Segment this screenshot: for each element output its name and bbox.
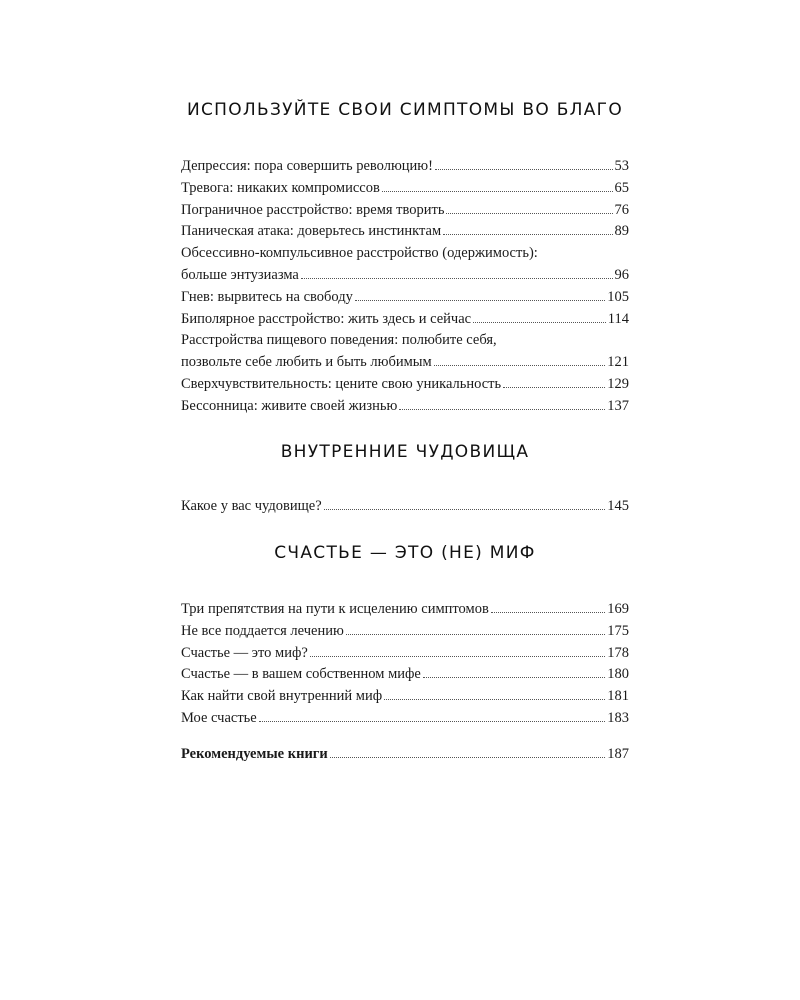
toc-entry-title: Какое у вас чудовище? — [181, 498, 322, 514]
toc-section-symptoms — [181, 98, 629, 418]
toc-leader-dots — [301, 278, 613, 279]
section-title: ИСПОЛЬЗУЙТЕ СВОИ СИМПТОМЫ ВО БЛАГО — [186, 100, 624, 120]
toc-entry — [181, 200, 629, 222]
section-title: СЧАСТЬЕ — ЭТО (НЕ) МИФ — [274, 543, 536, 563]
toc-list — [181, 156, 629, 418]
toc-entry-page: 129 — [607, 375, 629, 392]
toc-entry-page: 65 — [614, 179, 629, 196]
toc-entry-title: Депрессия: пора совершить революцию! — [181, 158, 433, 174]
toc-entry-page: 53 — [614, 158, 629, 174]
toc-section-monsters — [181, 440, 629, 518]
toc-leader-dots — [382, 191, 613, 192]
toc-entry-title-line2: больше энтузиазма — [181, 266, 299, 283]
toc-entry-title: Счастье — это миф? — [181, 644, 308, 661]
toc-list — [181, 599, 629, 730]
toc-leader-dots — [491, 612, 605, 613]
toc-entry — [181, 599, 629, 621]
toc-entry-title: Мое счастье — [181, 709, 257, 726]
section-title: ВНУТРЕННИЕ ЧУДОВИЩА — [280, 442, 530, 462]
toc-leader-dots — [434, 365, 606, 366]
toc-entry-page: 169 — [607, 601, 629, 617]
toc-entry-title: Счастье — в вашем собственном мифе — [181, 666, 421, 683]
toc-entry-title: Паническая атака: доверьтесь инстинктам — [181, 223, 442, 240]
toc-entry-page: 175 — [607, 622, 629, 639]
toc-leader-dots — [446, 213, 612, 214]
toc-leader-dots — [473, 322, 606, 323]
toc-entry-title: Тревога: никаких компромиссов — [181, 179, 380, 196]
toc-entry — [181, 243, 629, 287]
toc-leader-dots — [503, 387, 605, 388]
toc-leader-dots — [310, 656, 605, 657]
toc-leader-dots — [399, 409, 605, 410]
toc-entry-title: Пограничное расстройство: время творить — [181, 201, 445, 218]
toc-leader-dots — [384, 699, 605, 700]
toc-entry-page: 180 — [607, 666, 629, 683]
toc-leader-dots — [443, 234, 612, 235]
toc-final-list — [181, 744, 629, 766]
toc-leader-dots — [346, 634, 605, 635]
toc-entry — [181, 330, 629, 374]
toc-entry — [181, 287, 629, 309]
toc-entry — [181, 621, 629, 643]
toc-entry-title: Сверхчувствительность: цените свою уникальность — [181, 375, 502, 392]
toc-entry — [181, 664, 629, 686]
toc-entry-title: Бессонница: живите своей жизнью — [181, 397, 398, 414]
toc-entry-title: Как найти свой внутренний миф — [181, 688, 383, 705]
toc-entry — [181, 309, 629, 331]
toc-list — [181, 496, 629, 518]
toc-entry-title: Рекомендуемые книги — [181, 745, 328, 762]
toc-entry-page: 178 — [607, 644, 629, 661]
toc-entry-page: 114 — [607, 310, 629, 327]
toc-entry-title-line2: позвольте себе любить и быть любимым — [181, 354, 432, 371]
toc-entry-title-line1: Расстройства пищевого поведения: полюбите себя, — [181, 332, 497, 349]
toc-entry — [181, 496, 629, 518]
toc-entry-title-line1: Обсессивно-компульсивное расстройство (одержимость): — [181, 245, 538, 262]
toc-entry-page: 76 — [614, 201, 629, 218]
toc-entry-page: 183 — [607, 709, 629, 726]
toc-entry — [181, 686, 629, 708]
toc-entry-page: 121 — [607, 354, 629, 371]
toc-leader-dots — [330, 757, 606, 758]
toc-entry — [181, 221, 629, 243]
toc-entry-page: 89 — [614, 223, 629, 240]
toc-leader-dots — [324, 509, 606, 510]
toc-leader-dots — [423, 677, 605, 678]
toc-entry-page: 187 — [607, 745, 629, 762]
toc-section-happiness — [181, 541, 629, 766]
toc-entry-page: 105 — [607, 288, 629, 305]
toc-leader-dots — [355, 300, 605, 301]
toc-entry-title: Не все поддается лечению — [181, 622, 344, 639]
toc-leader-dots — [259, 721, 606, 722]
toc-entry — [181, 708, 629, 730]
toc-entry-page: 137 — [607, 397, 629, 414]
toc-entry-recommended-books — [181, 744, 629, 766]
toc-entry-title: Биполярное расстройство: жить здесь и сейчас — [181, 310, 472, 327]
toc-entry — [181, 643, 629, 665]
toc-entry — [181, 156, 629, 178]
toc-entry-title: Гнев: вырвитесь на свободу — [181, 288, 353, 305]
toc-entry-page: 96 — [614, 266, 629, 283]
toc-entry — [181, 396, 629, 418]
toc-entry-page: 145 — [607, 498, 629, 514]
toc-entry — [181, 178, 629, 200]
toc-entry-title: Три препятствия на пути к исцелению симптомов — [181, 601, 489, 617]
toc-entry-page: 181 — [607, 688, 629, 705]
toc-leader-dots — [435, 169, 613, 170]
toc-entry — [181, 374, 629, 396]
